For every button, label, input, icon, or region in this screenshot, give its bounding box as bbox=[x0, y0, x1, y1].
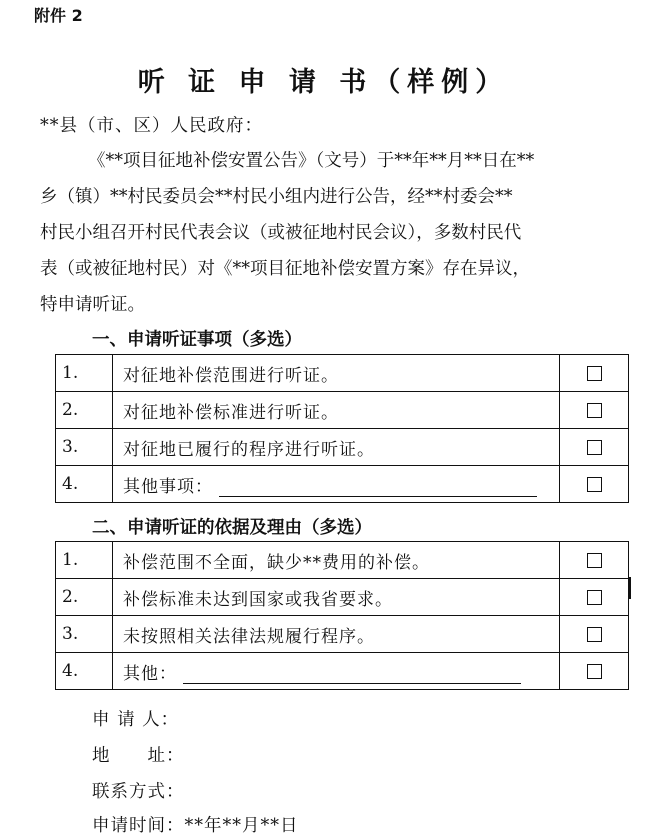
checkbox[interactable] bbox=[587, 440, 602, 455]
body-paragraph bbox=[40, 143, 636, 323]
edge-mark bbox=[629, 577, 631, 599]
section1-heading: 一、申请听证事项（多选） bbox=[92, 330, 302, 350]
table-row bbox=[56, 653, 629, 690]
row-text: 补偿标准未达到国家或我省要求。 bbox=[113, 579, 560, 616]
row-text: 补偿范围不全面，缺少**费用的补偿。 bbox=[113, 542, 560, 579]
application-date-label: 申请时间：**年**月**日 bbox=[92, 816, 299, 836]
checkbox[interactable] bbox=[587, 553, 602, 568]
table-row bbox=[56, 355, 629, 392]
section1-table bbox=[55, 354, 629, 503]
attachment-label: 附件 2 bbox=[34, 6, 83, 25]
checkbox[interactable] bbox=[587, 366, 602, 381]
table-row bbox=[56, 542, 629, 579]
addressee: **县（市、区）人民政府： bbox=[40, 116, 263, 136]
document-title: 听 证 申 请 书（样例） bbox=[137, 67, 510, 98]
row-text: 其他事项： bbox=[123, 476, 213, 497]
row-text: 对征地补偿标准进行听证。 bbox=[113, 392, 560, 429]
checkbox[interactable] bbox=[587, 477, 602, 492]
body-line: 村民小组召开村民代表会议（或被征地村民会议），多数村民代 bbox=[40, 223, 522, 243]
table-row bbox=[56, 392, 629, 429]
row-number: 4. bbox=[56, 653, 113, 690]
body-line: 表（或被征地村民）对《**项目征地补偿安置方案》存在异议， bbox=[40, 259, 530, 279]
row-text: 对征地已履行的程序进行听证。 bbox=[113, 429, 560, 466]
row-number: 1. bbox=[56, 355, 113, 392]
checkbox[interactable] bbox=[587, 403, 602, 418]
row-number: 4. bbox=[56, 466, 113, 503]
checkbox[interactable] bbox=[587, 664, 602, 679]
body-line: 《**项目征地补偿安置公告》（文号）于**年**月**日在** bbox=[88, 151, 535, 171]
section2-heading: 二、申请听证的依据及理由（多选） bbox=[92, 518, 372, 538]
fill-in-blank[interactable] bbox=[183, 665, 521, 684]
row-text: 对征地补偿范围进行听证。 bbox=[113, 355, 560, 392]
applicant-name-label: 申 请 人： bbox=[92, 710, 180, 730]
row-text: 未按照相关法律法规履行程序。 bbox=[113, 616, 560, 653]
body-line: 乡（镇）**村民委员会**村民小组内进行公告，经**村委会** bbox=[40, 187, 513, 207]
row-number: 2. bbox=[56, 392, 113, 429]
body-line: 特申请听证。 bbox=[40, 295, 145, 315]
row-number: 3. bbox=[56, 616, 113, 653]
table-row bbox=[56, 466, 629, 503]
row-text: 其他： bbox=[123, 663, 177, 684]
table-row bbox=[56, 429, 629, 466]
applicant-address-label: 地 址： bbox=[92, 746, 185, 766]
row-number: 3. bbox=[56, 429, 113, 466]
fill-in-blank[interactable] bbox=[219, 478, 537, 497]
checkbox[interactable] bbox=[587, 590, 602, 605]
row-number: 2. bbox=[56, 579, 113, 616]
table-row bbox=[56, 579, 629, 616]
table-row bbox=[56, 616, 629, 653]
section2-table bbox=[55, 541, 629, 690]
checkbox[interactable] bbox=[587, 627, 602, 642]
applicant-contact-label: 联系方式： bbox=[92, 782, 185, 802]
row-number: 1. bbox=[56, 542, 113, 579]
